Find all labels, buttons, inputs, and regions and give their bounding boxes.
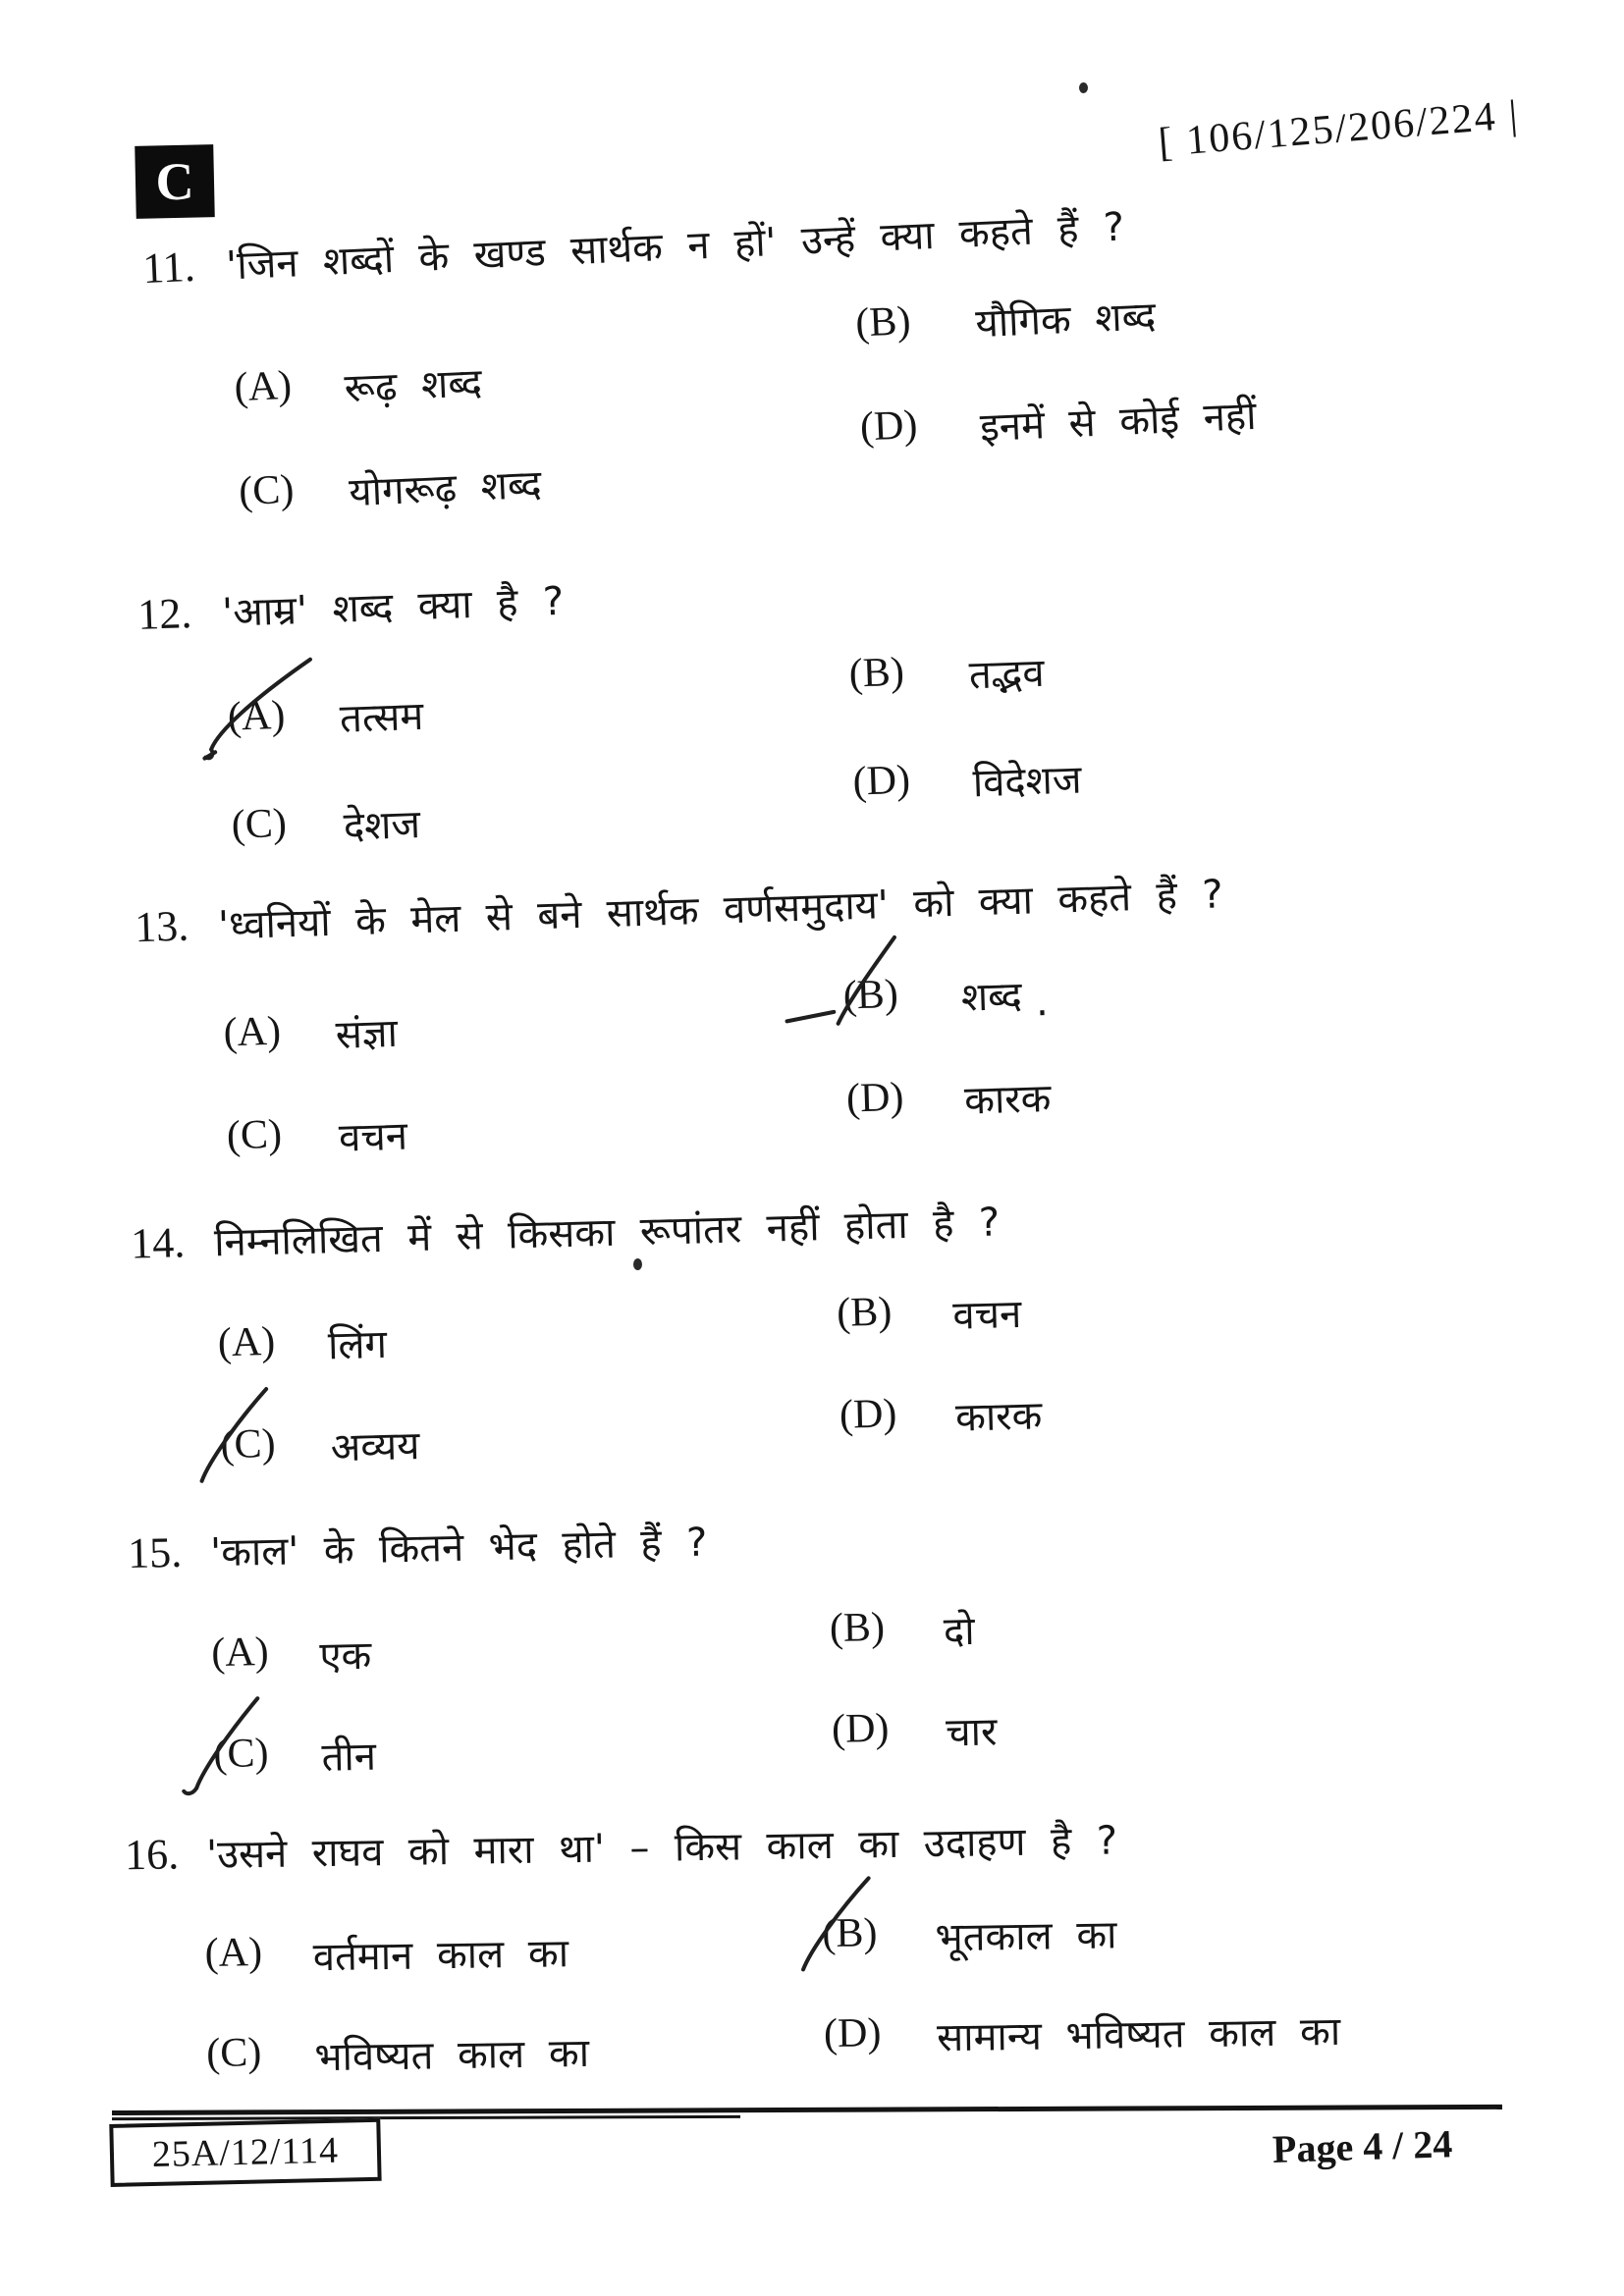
option-label: (D): [823, 2010, 882, 2057]
option-label: (C): [238, 466, 296, 515]
option-a: [227, 687, 424, 748]
set-code-letter: C: [154, 151, 195, 212]
option-text: चार: [945, 1709, 998, 1756]
option-label: (A): [217, 1318, 276, 1366]
option-text: तत्सम: [339, 693, 425, 742]
option-label: (C): [212, 1730, 269, 1778]
option-label: (D): [859, 401, 919, 451]
option-label: (C): [226, 1111, 283, 1159]
question-number: 13.: [134, 901, 189, 952]
option-text: वर्तमान काल का: [312, 1931, 569, 1981]
question-number: 15.: [127, 1527, 183, 1577]
option-label: (C): [205, 2030, 262, 2076]
option-label: (D): [831, 1705, 890, 1752]
option-d: [839, 1386, 1043, 1445]
option-text: भविष्यत काल का: [314, 2030, 590, 2081]
option-a: [223, 1004, 399, 1064]
question-number: 12.: [136, 588, 193, 639]
option-text: एक: [318, 1632, 372, 1680]
question-number: 11.: [141, 241, 196, 294]
option-text: भूतकाल का: [935, 1912, 1117, 1961]
option-label: (B): [848, 649, 905, 697]
question-text: 'उसने राघव को मारा था' – किस काल का उदाहण है ?: [205, 1818, 1118, 1878]
option-d: [852, 750, 1083, 812]
question-text: 'ध्वनियों के मेल से बने सार्थक वर्णसमुदाय' को क्या कहते हैं ?: [217, 872, 1224, 949]
option-text: वचन: [338, 1113, 408, 1161]
scan-speck: [1079, 82, 1088, 93]
option-text: दो: [943, 1608, 976, 1655]
option-label: (A): [222, 1008, 282, 1056]
question-text: 'जिन शब्दों के खण्ड सार्थक न हों' उन्हें क्या कहते हैं ?: [225, 204, 1126, 290]
option-text: योगरूढ़ शब्द: [348, 461, 543, 516]
question-text: 'काल' के कितने भेद होते हैं ?: [209, 1520, 708, 1576]
option-text: इनमें से कोई नहीं: [979, 393, 1258, 452]
question-number: 14.: [130, 1218, 186, 1268]
option-label: (B): [829, 1604, 886, 1651]
option-b: [854, 287, 1157, 353]
option-text: सामान्य भविष्यत काल का: [936, 2008, 1341, 2061]
option-c: [220, 1416, 420, 1475]
option-text: वचन: [951, 1291, 1022, 1339]
option-text: देशज: [343, 802, 421, 850]
option-a: [234, 353, 483, 418]
option-b: [848, 644, 1045, 705]
question-15: [0, 1494, 1624, 1853]
question-13: [0, 853, 1624, 1238]
option-label: (A): [204, 1930, 263, 1976]
option-label: (B): [854, 298, 912, 347]
option-text: अव्यय: [330, 1422, 420, 1471]
option-c: [226, 1107, 407, 1167]
option-text: कारक: [963, 1075, 1053, 1124]
stray-dot: .: [1035, 980, 1050, 1026]
option-b: [842, 966, 1050, 1026]
option-text: लिंग: [327, 1321, 388, 1369]
option-text: यौगिक शब्द: [974, 294, 1158, 347]
option-d: [845, 1069, 1052, 1130]
option-label: (C): [220, 1420, 277, 1468]
option-d: [824, 2002, 1341, 2064]
question-text: निम्नलिखित में से किसका रूपांतर नहीं होता है ?: [213, 1200, 1001, 1266]
option-label: (C): [230, 800, 288, 848]
option-c: [206, 2024, 589, 2084]
question-text: 'आम्र' शब्द क्या है ?: [221, 578, 565, 636]
booklet-code: 25A/12/114: [151, 2129, 340, 2176]
question-16: [0, 1803, 1624, 2151]
option-d: [832, 1702, 998, 1760]
option-a: [204, 1924, 568, 1984]
option-text: शब्द: [960, 973, 1023, 1021]
page-number: Page 4 / 24: [1272, 2121, 1453, 2171]
option-text: तद्भव: [968, 650, 1046, 699]
option-label: (A): [233, 362, 293, 411]
option-label: (B): [822, 1910, 878, 1957]
option-c: [231, 795, 421, 856]
option-label: (D): [839, 1391, 897, 1438]
option-b: [822, 1905, 1117, 1964]
option-a: [217, 1315, 387, 1373]
option-a: [211, 1627, 372, 1683]
option-text: विदेशज: [971, 757, 1083, 807]
option-c: [238, 455, 542, 522]
option-text: रूढ़ शब्द: [343, 360, 483, 412]
option-text: तीन: [321, 1734, 377, 1781]
option-label: (D): [851, 757, 911, 805]
option-label: (A): [210, 1629, 270, 1677]
question-14: [0, 1177, 1624, 1545]
option-c: [213, 1728, 376, 1785]
option-label: (B): [842, 971, 899, 1019]
option-b: [829, 1602, 975, 1659]
option-label: (D): [845, 1074, 905, 1122]
question-number: 16.: [124, 1830, 180, 1880]
set-code-box: [135, 144, 215, 219]
option-text: कारक: [954, 1393, 1043, 1441]
option-b: [837, 1285, 1022, 1344]
option-text: संज्ञा: [335, 1010, 399, 1058]
option-label: (B): [836, 1289, 893, 1336]
option-d: [859, 387, 1257, 458]
booklet-code-box: [109, 2118, 381, 2187]
paper-code: [ 106/125/206/224 |: [1157, 92, 1522, 166]
question-11: [0, 176, 1624, 596]
option-label: (A): [227, 692, 287, 740]
